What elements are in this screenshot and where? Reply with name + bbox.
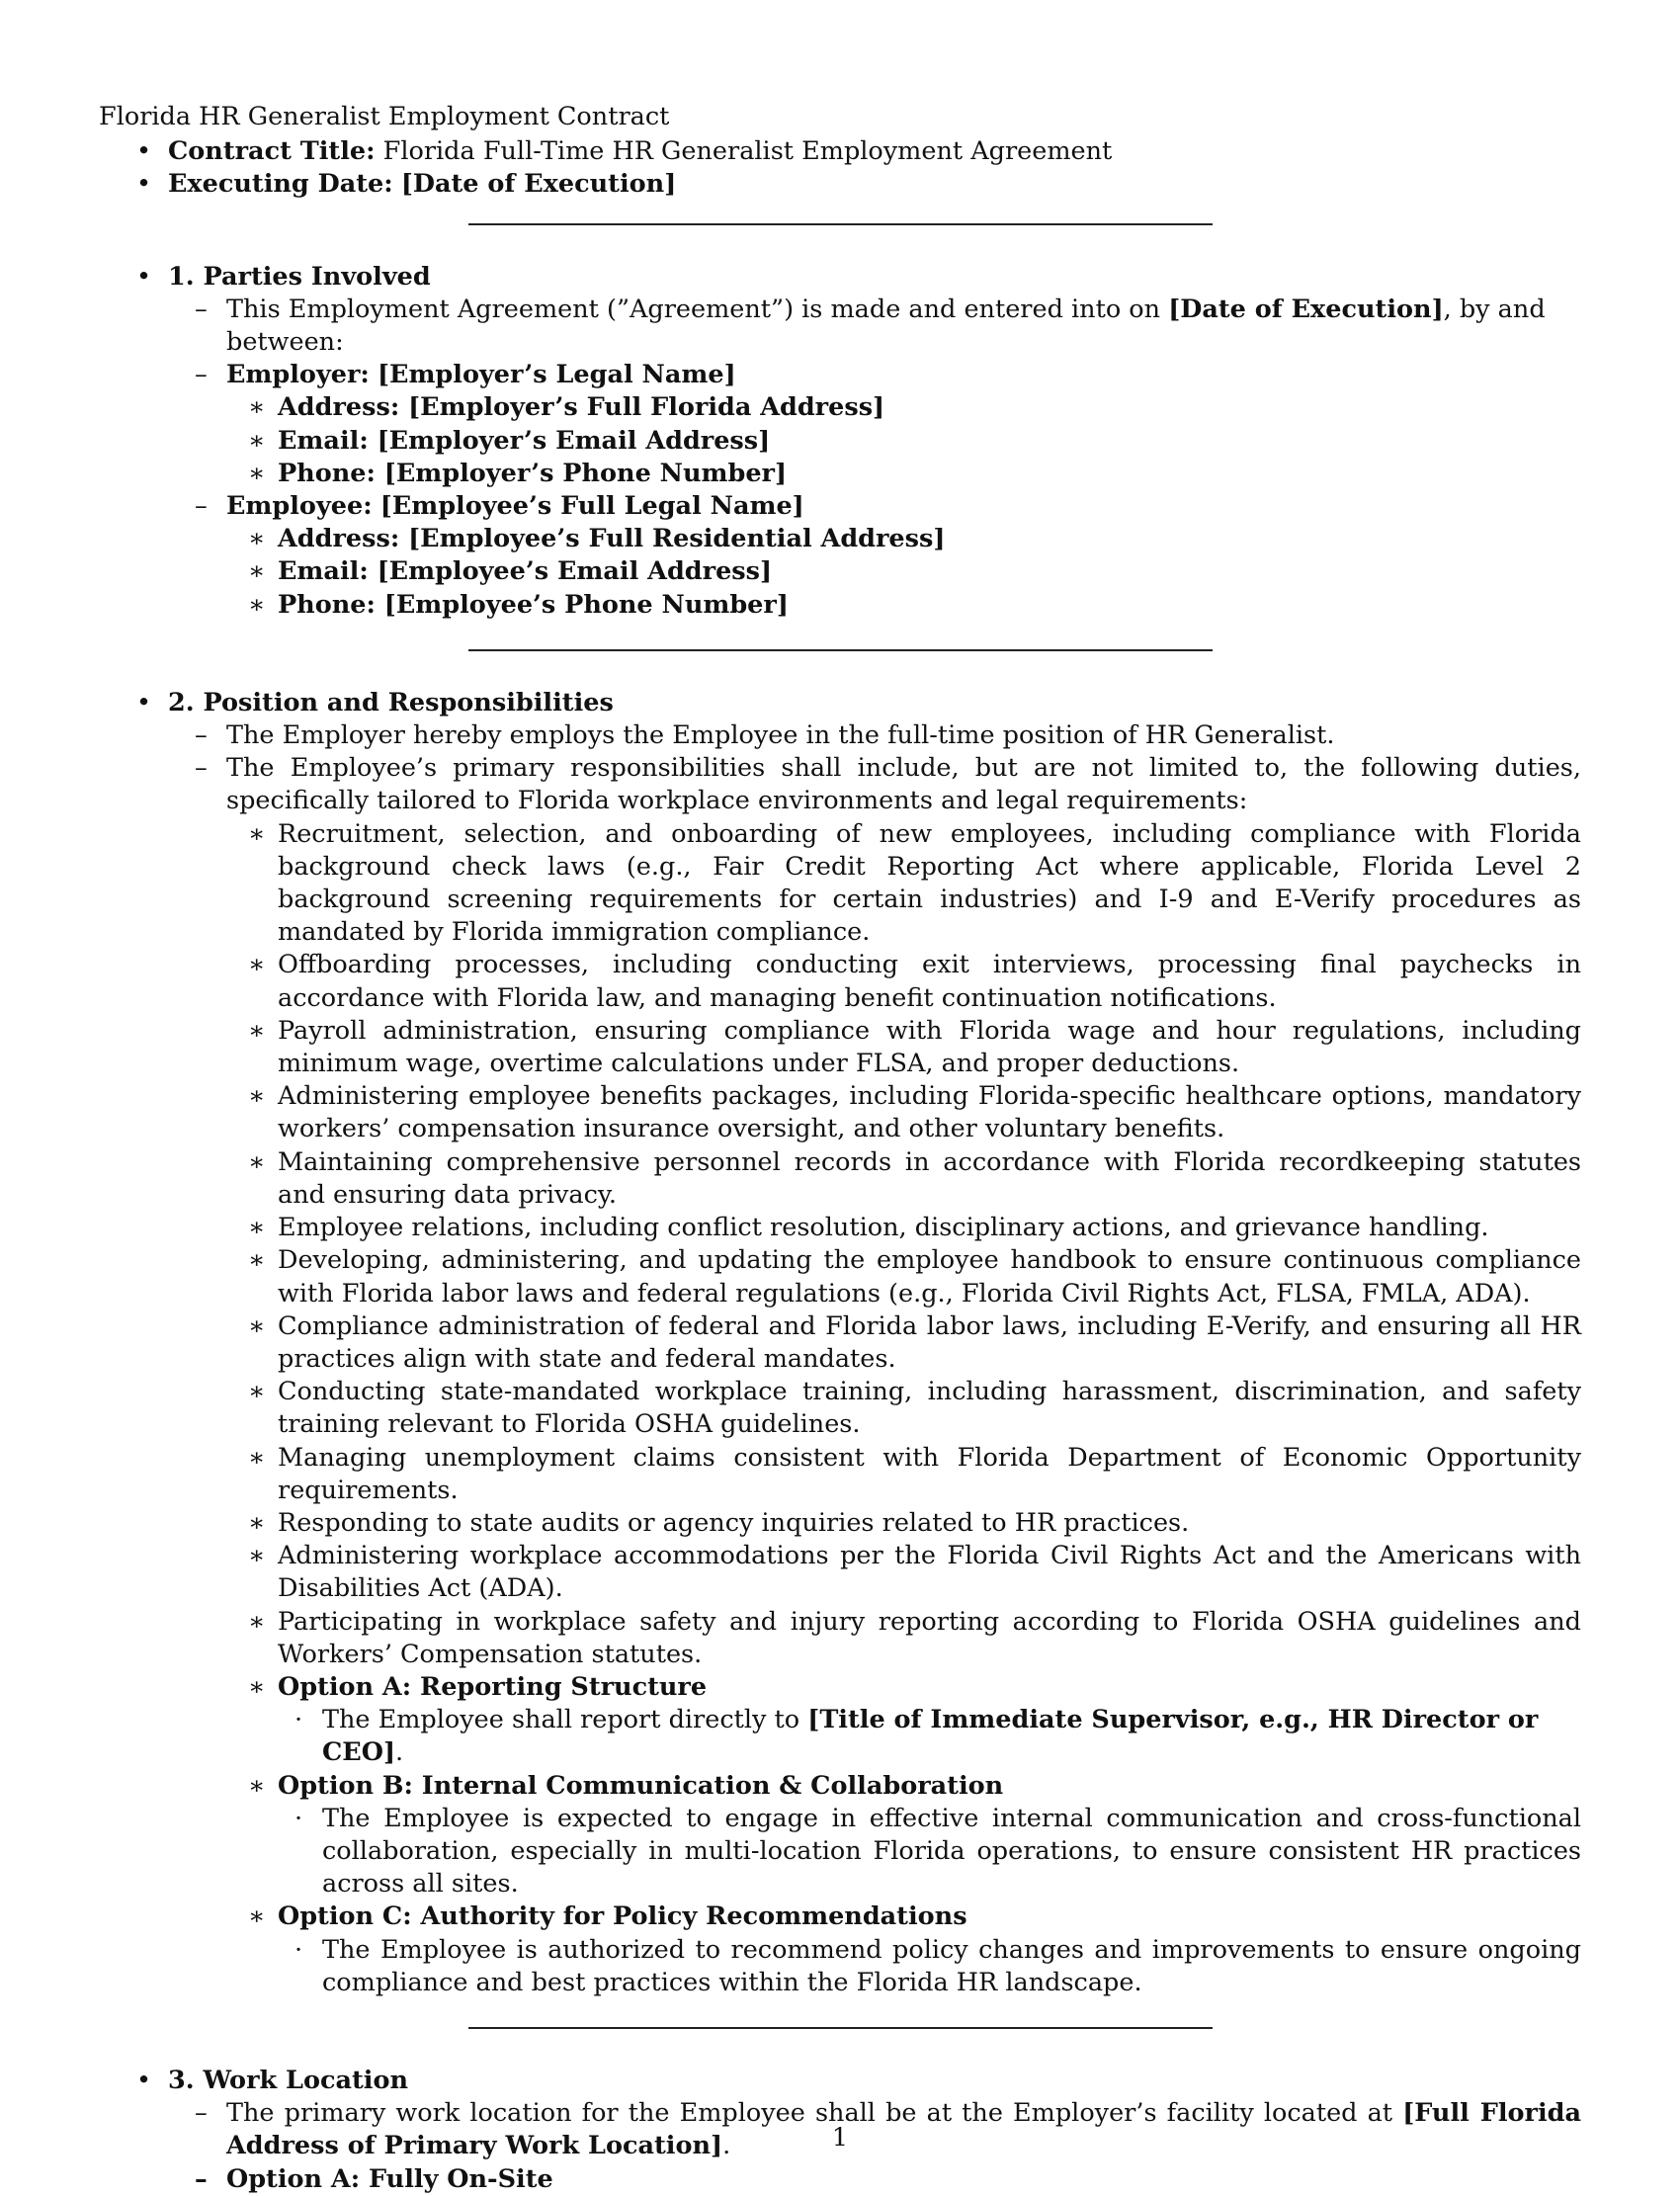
duty-text: Offboarding processes, including conducting exit interviews, processing final paychecks in accordance with Florida law, and managing benefit continuation notifications. [278, 950, 1581, 1013]
employee-phone [99, 589, 1581, 622]
employer-address [99, 391, 1581, 424]
star-marker: ∗ [248, 1606, 266, 1637]
duty-item [99, 1376, 1581, 1441]
bullet-marker: • [136, 136, 152, 167]
duty-text: Responding to state audits or agency inquiries related to HR practices. [278, 1507, 1190, 1538]
duty-item [99, 1244, 1581, 1309]
agreement-intro [99, 294, 1581, 359]
star-marker: ∗ [248, 1213, 266, 1243]
executing-date-value: [Date of Execution] [400, 169, 677, 200]
section-2-heading: 2. Position and Responsibilities [168, 687, 614, 718]
duties-list [99, 818, 1581, 1704]
duty-item [99, 1212, 1581, 1244]
option-a-item [99, 1704, 1581, 1769]
parties-list [99, 294, 1581, 392]
option-c-list [99, 1934, 1581, 1999]
header-list [99, 135, 1581, 201]
dash-marker: – [195, 294, 208, 324]
option-b-list [99, 1803, 1581, 1901]
option-c-item [99, 1934, 1581, 1999]
section-divider [468, 2027, 1213, 2029]
employee-label: Employee: [226, 491, 373, 522]
section-1-item [99, 261, 1581, 294]
dash-marker: – [195, 491, 208, 522]
duty-item [99, 1507, 1581, 1540]
employer-label: Employer: [226, 360, 370, 390]
employee-details [99, 523, 1581, 622]
duty-item [99, 1015, 1581, 1080]
duty-item [99, 1310, 1581, 1376]
employee-email [99, 555, 1581, 588]
duty-item [99, 1540, 1581, 1605]
dash-marker: – [195, 2163, 208, 2194]
employee-address [99, 523, 1581, 555]
document-title: Florida HR Generalist Employment Contract [99, 102, 670, 131]
duty-item [99, 949, 1581, 1014]
employer-phone [99, 458, 1581, 490]
duty-text: Compliance administration of federal and Florida labor laws, including E-Verify, and ensuring all HR practices align with state and federal mandates. [278, 1310, 1581, 1374]
option-b-text: The Employee is expected to engage in effective internal communication and cross-functional collaboration, especially in multi-location Florida operations, to ensure consistent HR practices across all sites. [322, 1803, 1581, 1900]
star-marker: ∗ [248, 1507, 266, 1538]
option-b-heading: Option B: Internal Communication & Collaboration [278, 1770, 1004, 1801]
duty-text: Participating in workplace safety and injury reporting according to Florida OSHA guidelines and Workers’ Compensation statutes. [278, 1606, 1581, 1669]
contract-title-item [99, 135, 1581, 168]
employee-item [99, 490, 1581, 523]
star-marker: ∗ [248, 1541, 266, 1571]
contract-title-value: Florida Full-Time HR Generalist Employment Agreement [382, 136, 1113, 167]
work-address-placeholder: [Full Florida Address of Primary Work Location] [226, 2098, 1581, 2161]
employee-value: [Employee’s Full Legal Name] [379, 491, 804, 522]
employer-email-text: Email: [Employer’s Email Address] [278, 425, 771, 456]
position-statement [99, 719, 1581, 752]
option-a-text-end: . [395, 1737, 404, 1768]
option-a-list [99, 1704, 1581, 1769]
supervisor-placeholder: [Title of Immediate Supervisor, e.g., HR Director or CEO] [322, 1705, 1539, 1768]
duty-text: Recruitment, selection, and onboarding of new employees, including compliance with Florida background check laws (e.g., Fair Credit Reporting Act where applicable, Florida Level 2 background screening requirements for certain industries) and I-9 and E-Verify procedures as mandated by Florida immigration compliance. [278, 818, 1581, 948]
duty-text: Administering workplace accommodations per the Florida Civil Rights Act and the Americans with Disabilities Act (ADA). [278, 1541, 1581, 1604]
executing-date-item [99, 168, 1581, 201]
employee-address-text: Address: [Employee’s Full Residential Address] [278, 524, 946, 554]
duty-item [99, 1606, 1581, 1671]
star-marker: ∗ [248, 1671, 266, 1702]
work-location-text-end: . [722, 2131, 731, 2161]
option-c-heading-list [99, 1900, 1581, 1933]
star-marker: ∗ [248, 1081, 266, 1112]
intro-text: This Employment Agreement (”Agreement”) is made and entered into on [226, 294, 1169, 324]
dot-marker: · [294, 1705, 303, 1735]
section-divider [468, 223, 1213, 225]
star-marker: ∗ [248, 818, 266, 849]
employee-list [99, 490, 1581, 523]
option-b-heading-list [99, 1770, 1581, 1803]
star-marker: ∗ [248, 1245, 266, 1276]
duty-item [99, 1080, 1581, 1145]
duty-text: Managing unemployment claims consistent with Florida Department of Economic Opportunity requirements. [278, 1442, 1581, 1505]
employer-item [99, 359, 1581, 391]
dot-marker: · [294, 1934, 303, 1965]
section-parties [99, 261, 1581, 294]
section-1-heading: 1. Parties Involved [168, 261, 431, 292]
employer-phone-text: Phone: [Employer’s Phone Number] [278, 458, 788, 488]
star-marker: ∗ [248, 556, 266, 587]
responsibilities-text: The Employee’s primary responsibilities shall include, but are not limited to, the following duties, specifically tailored to Florida workplace environments and legal requirements: [226, 753, 1581, 816]
employer-email [99, 425, 1581, 458]
position-text: The Employer hereby employs the Employee in the full-time position of HR Generalist. [226, 720, 1335, 751]
star-marker: ∗ [248, 524, 266, 554]
star-marker: ∗ [248, 1442, 266, 1473]
star-marker: ∗ [248, 1310, 266, 1341]
option-a-text: The Employee shall report directly to [322, 1705, 808, 1735]
bullet-marker: • [136, 2065, 152, 2095]
option-fully-onsite-heading: Option A: Fully On-Site [226, 2163, 553, 2194]
employer-address-text: Address: [Employer’s Full Florida Address] [278, 392, 885, 423]
duty-item [99, 1442, 1581, 1507]
employer-details [99, 391, 1581, 490]
section-work-location [99, 2065, 1581, 2097]
employee-email-text: Email: [Employee’s Email Address] [278, 556, 773, 587]
dash-marker: – [195, 2098, 208, 2129]
contract-body [99, 101, 1581, 2196]
dash-marker: – [195, 753, 208, 784]
duty-text: Maintaining comprehensive personnel records in accordance with Florida recordkeeping statutes and ensuring data privacy. [278, 1146, 1581, 1210]
option-a-heading-item [99, 1671, 1581, 1704]
star-marker: ∗ [248, 1146, 266, 1177]
option-b-item [99, 1803, 1581, 1901]
contract-title-label: Contract Title: [168, 136, 376, 167]
bullet-marker: • [136, 169, 152, 200]
bullet-marker: • [136, 261, 152, 292]
intro-text-end: , by and between: [226, 294, 1546, 358]
executing-date-label: Executing Date: [168, 169, 393, 200]
star-marker: ∗ [248, 1377, 266, 1407]
star-marker: ∗ [248, 458, 266, 488]
dash-marker: – [195, 720, 208, 751]
section-3-item [99, 2065, 1581, 2097]
star-marker: ∗ [248, 1015, 266, 1046]
duty-item [99, 818, 1581, 950]
option-fully-onsite-item [99, 2163, 1581, 2196]
star-marker: ∗ [248, 425, 266, 456]
duty-text: Administering employee benefits packages, including Florida-specific healthcare options, mandatory workers’ compensation insurance oversight, and other voluntary benefits. [278, 1081, 1581, 1144]
employer-value: [Employer’s Legal Name] [377, 360, 736, 390]
option-a-heading: Option A: Reporting Structure [278, 1671, 708, 1702]
star-marker: ∗ [248, 950, 266, 980]
page-number: 1 [831, 2123, 849, 2153]
position-list [99, 719, 1581, 818]
star-marker: ∗ [248, 1770, 266, 1801]
star-marker: ∗ [248, 1901, 266, 1932]
option-c-text: The Employee is authorized to recommend policy changes and improvements to ensure ongoing compliance and best practices within the Florida HR landscape. [322, 1934, 1581, 1997]
dot-marker: · [294, 1803, 303, 1833]
responsibilities-intro [99, 752, 1581, 817]
duty-text: Conducting state-mandated workplace training, including harassment, discrimination, and safety training relevant to Florida OSHA guidelines. [278, 1377, 1581, 1440]
intro-date: [Date of Execution] [1168, 294, 1444, 324]
duty-text: Employee relations, including conflict resolution, disciplinary actions, and grievance handling. [278, 1213, 1489, 1243]
employee-phone-text: Phone: [Employee’s Phone Number] [278, 589, 789, 620]
section-divider [468, 649, 1213, 651]
work-location-text: The primary work location for the Employee shall be at the Employer’s facility located at [226, 2098, 1403, 2129]
section-3-heading: 3. Work Location [168, 2065, 409, 2095]
option-c-heading-item [99, 1900, 1581, 1933]
bullet-marker: • [136, 687, 152, 718]
duty-item [99, 1146, 1581, 1212]
dash-marker: – [195, 360, 208, 390]
duty-text: Developing, administering, and updating the employee handbook to ensure continuous compliance with Florida labor laws and federal regulations (e.g., Florida Civil Rights Act, FLSA, FMLA, ADA). [278, 1245, 1581, 1309]
option-c-heading: Option C: Authority for Policy Recommendations [278, 1901, 967, 1932]
star-marker: ∗ [248, 589, 266, 620]
section-2-item [99, 687, 1581, 719]
star-marker: ∗ [248, 392, 266, 423]
duty-text: Payroll administration, ensuring compliance with Florida wage and hour regulations, including minimum wage, overtime calculations under FLSA, and proper deductions. [278, 1015, 1581, 1079]
section-position [99, 687, 1581, 719]
option-b-heading-item [99, 1770, 1581, 1803]
